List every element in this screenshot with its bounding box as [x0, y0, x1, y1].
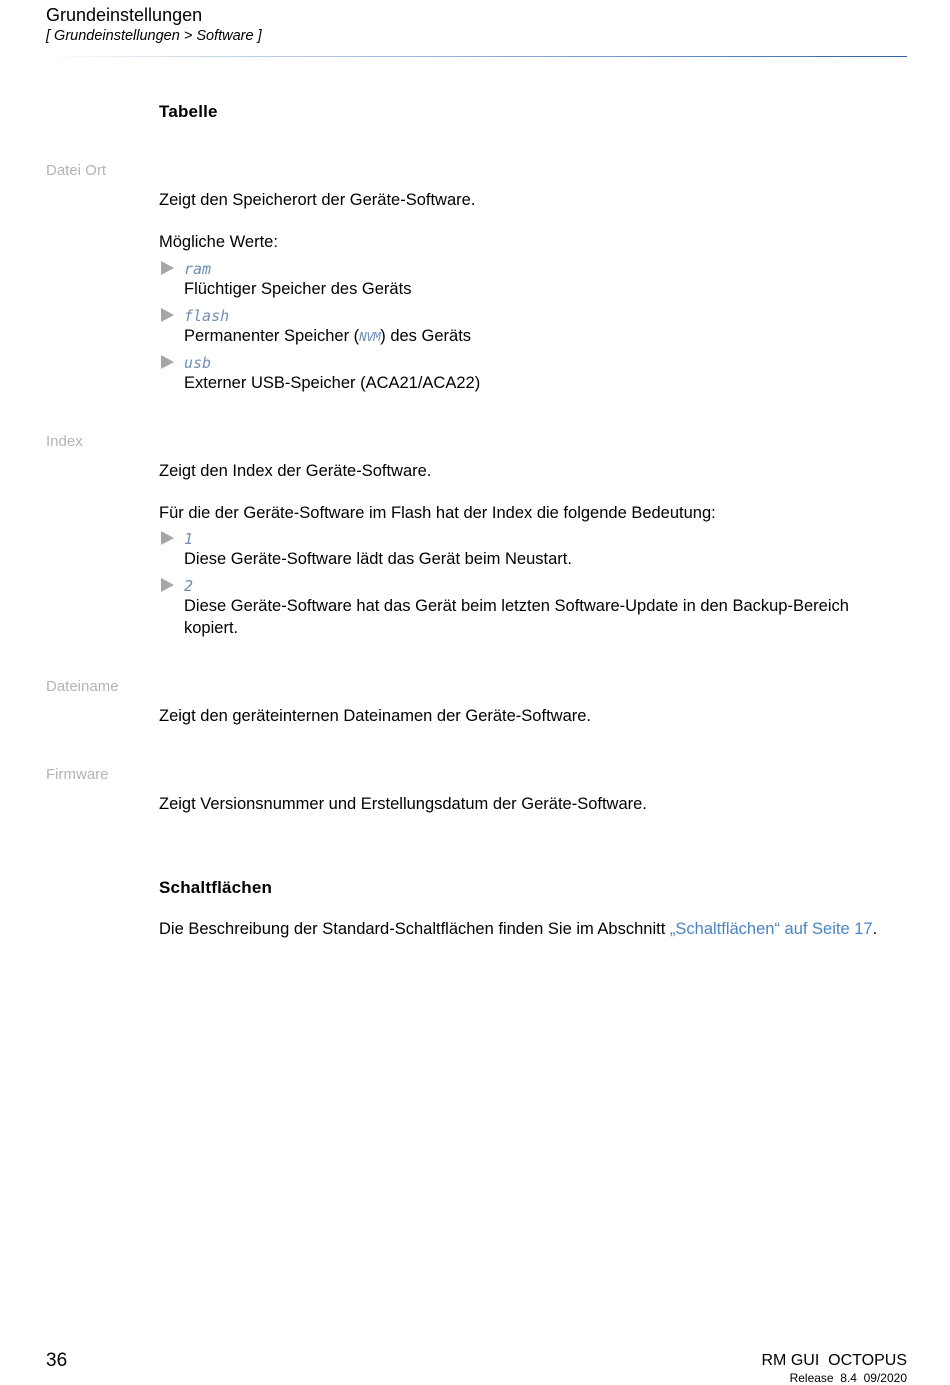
schaltflaechen-text-end: . — [872, 920, 878, 938]
value-desc-2-line1: Diese Geräte-Software hat das Gerät beim letzten Software-Update in den Backup-Bereich — [184, 597, 849, 615]
page-number: 36 — [46, 1350, 68, 1371]
value-desc-flash — [184, 326, 471, 347]
bullet-triangle-icon — [161, 578, 174, 592]
bullet-triangle-icon — [161, 261, 174, 275]
field-label-datei-ort: Datei Ort — [46, 162, 107, 179]
value-code-usb: usb — [184, 354, 212, 372]
datei-ort-values-intro: Mögliche Werte: — [159, 233, 278, 251]
field-label-index: Index — [46, 433, 83, 450]
breadcrumb: [ Grundeinstellungen > Software ] — [46, 28, 262, 44]
value-desc-2-line2: kopiert. — [184, 619, 239, 637]
bullet-triangle-icon — [161, 531, 174, 545]
field-label-dateiname: Dateiname — [46, 678, 119, 695]
page-header-title: Grundeinstellungen — [46, 5, 203, 25]
header-divider — [46, 56, 907, 57]
firmware-description: Zeigt Versionsnummer und Erstellungsdatum der Geräte-Software. — [159, 795, 647, 813]
value-code-1: 1 — [184, 530, 194, 548]
schaltflaechen-page-link[interactable]: „Schaltflächen“ auf Seite 17 — [669, 920, 873, 938]
inline-code-nvm: NVM — [359, 329, 381, 344]
value-desc-1: Diese Geräte-Software lädt das Gerät beim Neustart. — [184, 550, 572, 568]
dateiname-description: Zeigt den geräteinternen Dateinamen der Geräte-Software. — [159, 707, 591, 725]
index-description: Zeigt den Index der Geräte-Software. — [159, 462, 432, 480]
value-code-ram: ram — [184, 260, 212, 278]
schaltflaechen-text: Die Beschreibung der Standard-Schaltflächen finden Sie im Abschnitt — [159, 920, 670, 938]
section-heading-tabelle: Tabelle — [159, 102, 218, 121]
footer-doc-title: RM GUI OCTOPUS — [761, 1352, 907, 1369]
value-code-flash: flash — [184, 307, 230, 325]
datei-ort-description: Zeigt den Speicherort der Geräte-Software. — [159, 191, 476, 209]
bullet-triangle-icon — [161, 355, 174, 369]
index-values-intro: Für die der Geräte-Software im Flash hat der Index die folgende Bedeutung: — [159, 504, 716, 522]
section-heading-schaltflaechen: Schaltflächen — [159, 878, 273, 897]
value-desc-ram: Flüchtiger Speicher des Geräts — [184, 280, 412, 298]
field-label-firmware: Firmware — [46, 766, 109, 783]
bullet-triangle-icon — [161, 308, 174, 322]
value-desc-flash-text: Permanenter Speicher ( — [184, 327, 360, 345]
value-desc-usb: Externer USB-Speicher (ACA21/ACA22) — [184, 374, 481, 392]
footer-release: Release 8.4 09/2020 — [789, 1371, 907, 1385]
value-desc-flash-text-end: ) des Geräts — [380, 327, 472, 345]
schaltflaechen-paragraph — [159, 919, 877, 940]
value-code-2: 2 — [184, 577, 194, 595]
